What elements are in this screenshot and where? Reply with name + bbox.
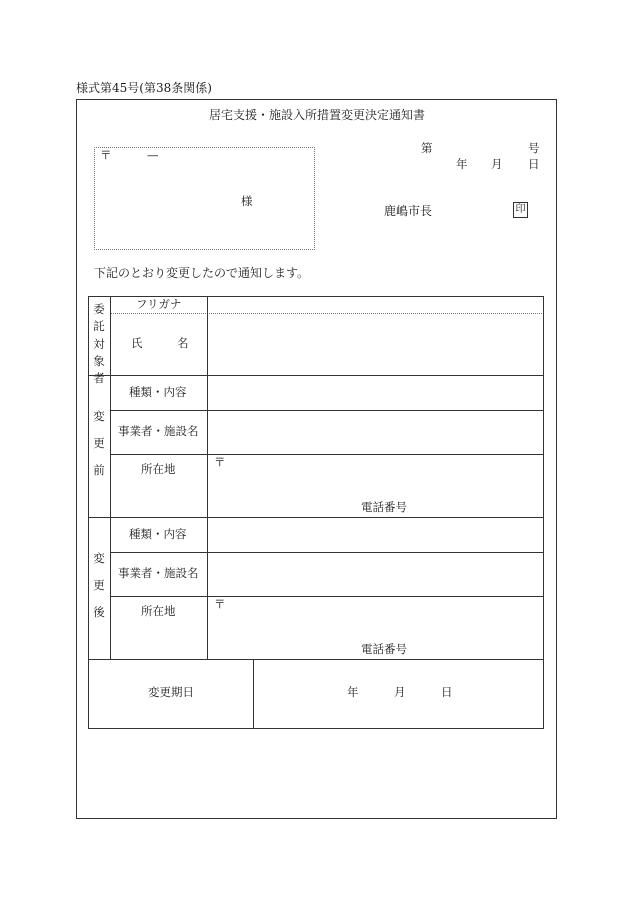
name-label-part2: 名 (177, 336, 189, 350)
after-type-label: 種類・内容 (129, 527, 187, 541)
after-section-label: 変 更 後 (93, 551, 105, 620)
after-postal-mark: 〒 (214, 597, 226, 611)
after-phone-label: 電話番号 (361, 642, 407, 656)
before-location-label: 所在地 (141, 462, 176, 476)
before-phone-label: 電話番号 (361, 500, 407, 514)
intro-text: 下記のとおり変更したので通知します。 (94, 266, 310, 280)
recipient-postal-mark: 〒 (100, 148, 112, 162)
recipient-postal-dash: — (147, 148, 159, 162)
issue-number-go: 号 (528, 141, 540, 155)
subject-section-label: 委 託 対 象 者 (93, 302, 105, 385)
document-title: 居宅支援・施設入所措置変更決定通知書 (209, 108, 426, 122)
issue-date-year: 年 (456, 157, 468, 171)
recipient-address-box (94, 147, 315, 250)
before-section-label: 変 更 前 (93, 409, 105, 478)
before-operator-label: 事業者・施設名 (118, 424, 199, 438)
issue-number-dai: 第 (421, 141, 433, 155)
change-date-month: 月 (394, 685, 406, 699)
before-postal-mark: 〒 (214, 455, 226, 469)
issuer-name: 鹿嶋市長 (384, 204, 433, 218)
issue-date-day: 日 (528, 157, 540, 171)
issue-date-month: 月 (491, 157, 503, 171)
form-number: 様式第45号(第38条関係) (76, 81, 212, 95)
after-location-label: 所在地 (141, 604, 176, 618)
change-date-day: 日 (441, 685, 453, 699)
change-date-year: 年 (347, 685, 359, 699)
before-type-label: 種類・内容 (129, 385, 187, 399)
recipient-honorific: 様 (241, 194, 253, 208)
furigana-label: フリガナ (136, 297, 182, 311)
after-operator-label: 事業者・施設名 (118, 566, 199, 580)
name-label-part1: 氏 (131, 336, 143, 350)
seal-mark: 印 (513, 202, 528, 218)
change-date-label: 変更期日 (148, 685, 194, 699)
